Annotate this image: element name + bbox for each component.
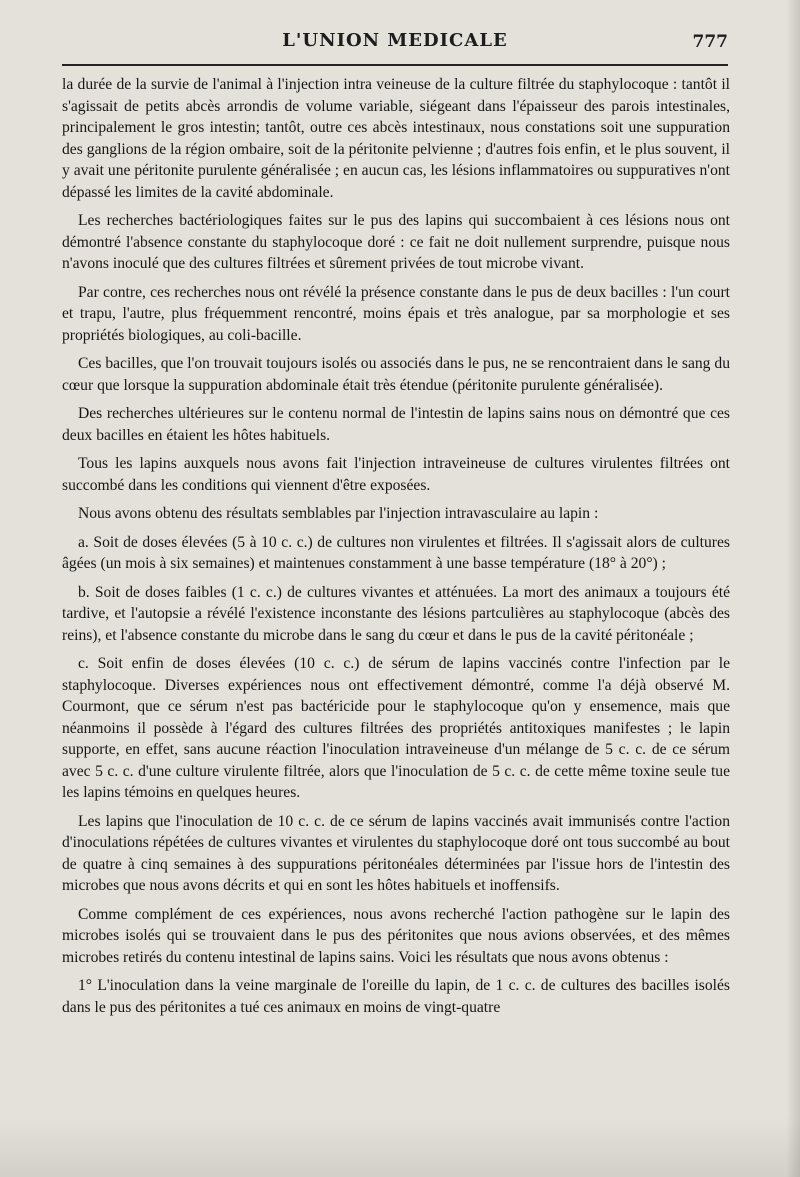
- list-item-c: c. Soit enfin de doses élevées (10 c. c.) de sérum de lapins vaccinés contre l'infection par le staphylocoque. Diverses expériences nous ont effectivement démontré, comme l'a déjà observé M. Courmont, que ce sérum n'est pas bactéricide pour le staphylocoque qu'on y ensemence, mais que néanmoins il possède à l'égard des cultures filtrées des propriétés antitoxiques manifestes ; le lapin supporte, en effet, sans aucune réaction l'inoculation intraveineuse d'un mélange de 5 c. c. de ce sérum avec 5 c. c. d'une culture virulente filtrée, alors que l'inoculation de 5 c. c. de cette même toxine seule tue les lapins témoins en quelques heures.: [62, 655, 730, 801]
- header-rule: [62, 64, 728, 66]
- article-body: [62, 74, 730, 1025]
- paragraph: Par contre, ces recherches nous ont révélé la présence constante dans le pus de deux bacilles : l'un court et trapu, l'autre, plus fréquemment rencontré, moins épais et très analogue, par sa morphologie et ses propriétés biologiques, au coli-bacille.: [62, 283, 730, 344]
- numbered-result-1: 1° L'inoculation dans la veine marginale de l'oreille du lapin, de 1 c. c. de cultures des bacilles isolés dans le pus des péritonites a tué ces animaux en moins de vingt-quatre: [62, 977, 730, 1016]
- running-head: [60, 30, 730, 54]
- paragraph: Les lapins que l'inoculation de 10 c. c. de ce sérum de lapins vaccinés avait immunisés contre l'action d'inoculations répétées de cultures vivantes et virulentes du staphylocoque doré ont tous succombé au bout de quatre à cinq semaines à des suppurations péritonéales déterminées par l'issue hors de l'intestin des microbes que nous avons décrits et qui en sont les hôtes habituels et inoffensifs.: [62, 812, 730, 894]
- list-item-b: b. Soit de doses faibles (1 c. c.) de cultures vivantes et atténuées. La mort des animaux a toujours été tardive, et l'autopsie a révélé l'existence inconstante des lésions partculières au staphylocoque (abcès des reins), et l'absence constante du microbe dans le sang du cœur et dans le pus de la cavité péritonéale ;: [62, 583, 730, 644]
- paragraph: Ces bacilles, que l'on trouvait toujours isolés ou associés dans le pus, ne se rencontraient dans le sang du cœur que lorsque la suppuration abdominale était très étendue (péritonite purulente généralisée).: [62, 355, 730, 394]
- paragraph: Nous avons obtenu des résultats semblables par l'injection intravasculaire au lapin :: [78, 505, 599, 522]
- page-edge-shadow: [786, 0, 800, 1177]
- paragraph: la durée de la survie de l'animal à l'injection intra veineuse de la culture filtrée du staphylocoque : tantôt il s'agissait de petits abcès arrondis de volume variable, siégeant dans l'épaisseur des parois intestinales, principalement le gros intestin; tantôt, outre ces abcès intestinaux, nous constations soit une suppuration des ganglions de la région ombaire, soit de la péritonite pelvienne ; d'autres fois enfin, et le plus souvent, il y avait une péritonite purulente généralisée ; en aucun cas, les lésions inflammatoires ou suppuratives n'ont dépassé les limites de la cavité abdominale.: [62, 76, 730, 201]
- paragraph: Les recherches bactériologiques faites sur le pus des lapins qui succombaient à ces lésions nous ont démontré l'absence constante du staphylocoque doré : ce fait ne doit nullement surprendre, puisque nous n'avons inoculé que des cultures filtrées et sûrement privées de tout microbe vivant.: [62, 212, 730, 272]
- page-bottom-shade: [0, 1117, 800, 1177]
- paragraph: Comme complément de ces expériences, nous avons recherché l'action pathogène sur le lapin des microbes isolés qui se trouvaient dans le pus des péritonites que nous avions observées, et des mêmes microbes retirés du contenu intestinal de lapins sains. Voici les résultats que nous avons obtenus :: [62, 905, 730, 966]
- journal-title: L'UNION MEDICALE: [282, 30, 508, 51]
- paragraph: Tous les lapins auxquels nous avons fait l'injection intraveineuse de cultures virulentes filtrées ont succombé dans les conditions qui viennent d'être exposées.: [62, 455, 730, 494]
- page-number: 777: [692, 32, 728, 52]
- list-item-a: a. Soit de doses élevées (5 à 10 c. c.) de cultures non virulentes et filtrées. Il s'agissait alors de cultures âgées (un mois à six semaines) et maintenues constamment à une basse température (18° à 20°) ;: [62, 533, 730, 572]
- paragraph: Des recherches ultérieures sur le contenu normal de l'intestin de lapins sains nous on démontré que ces deux bacilles en étaient les hôtes habituels.: [62, 405, 730, 444]
